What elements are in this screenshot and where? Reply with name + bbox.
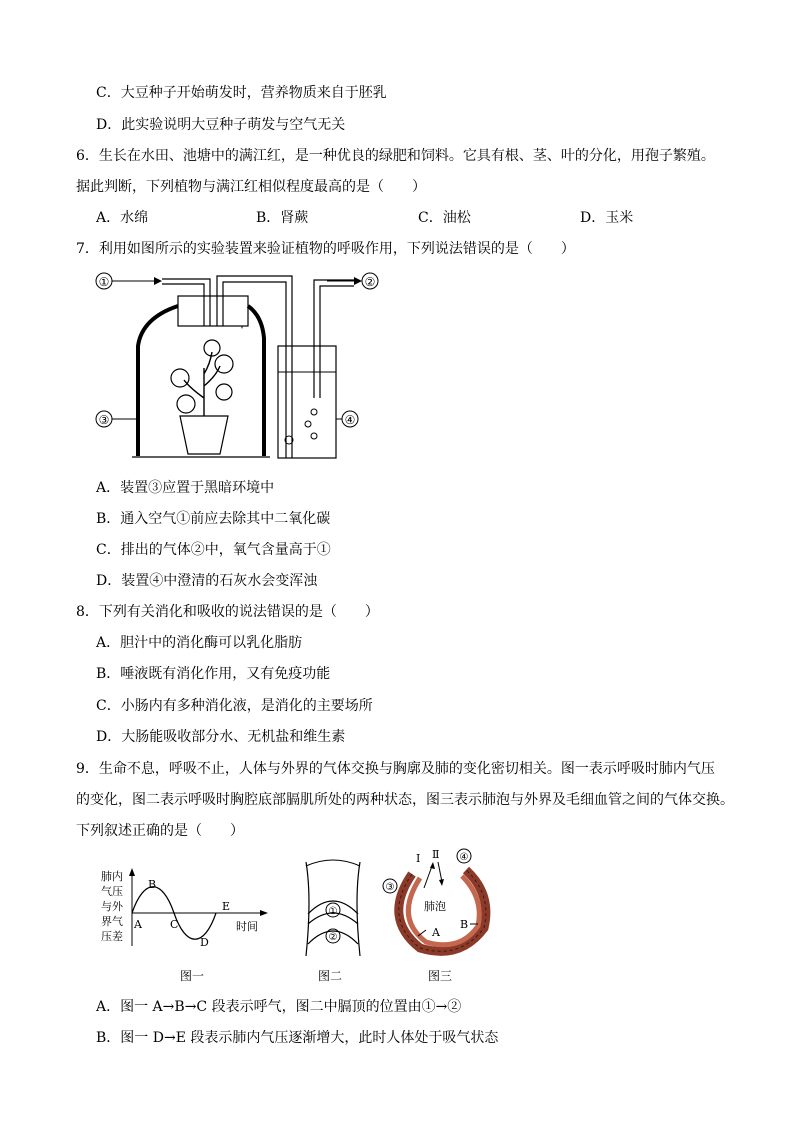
q6-stem-line1: 6．生长在水田、池塘中的满江红，是一种优良的绿肥和饲料。它具有根、茎、叶的分化，用孢子繁殖。: [76, 148, 715, 164]
svg-text:②: ②: [328, 932, 338, 943]
svg-text:B: B: [460, 918, 469, 931]
svg-text:界气: 界气: [101, 915, 123, 928]
svg-text:肺泡: 肺泡: [424, 900, 446, 913]
svg-text:④: ④: [459, 852, 469, 863]
q7-option-c: C．排出的气体②中，氧气含量高于①: [96, 542, 331, 558]
svg-text:B: B: [148, 878, 157, 891]
q5-option-d: D．此实验说明大豆种子萌发与空气无关: [96, 117, 346, 133]
q6-option-b: B．肾蕨: [256, 210, 309, 226]
fig-label-3: ③: [98, 413, 110, 427]
q7-option-d: D．装置④中澄清的石灰水会变浑浊: [96, 573, 318, 589]
fig-label-2: ②: [364, 275, 376, 289]
q9-stem-line2: 的变化，图二表示呼吸时胸腔底部膈肌所处的两种状态，图三表示肺泡与外界及毛细血管之间的气体交换。: [76, 792, 734, 808]
svg-text:E: E: [222, 900, 231, 913]
q8-option-a: A．胆汁中的消化酶可以乳化脂肪: [96, 635, 303, 651]
svg-text:③: ③: [385, 882, 395, 893]
q9-stem-line1: 9．生命不息，呼吸不止，人体与外界的气体交换与胸廓及肺的变化密切相关。图一表示呼吸时肺内气压: [76, 761, 715, 777]
svg-text:气压: 气压: [101, 885, 123, 898]
svg-text:与外: 与外: [101, 900, 123, 913]
alveolus-gas-exchange-figure: [380, 848, 500, 963]
svg-text:肺内: 肺内: [101, 870, 123, 883]
lung-pressure-graph: [98, 868, 278, 963]
q7-option-b: B．通入空气①前应去除其中二氧化碳: [96, 511, 331, 527]
svg-text:A: A: [432, 926, 440, 939]
q9-option-a: A．图一 A→B→C 段表示呼气，图二中膈顶的位置由①→②: [96, 999, 462, 1015]
diaphragm-figure: [300, 858, 366, 963]
svg-text:①: ①: [328, 906, 338, 917]
svg-text:D: D: [200, 936, 209, 949]
fig-label-4: ④: [344, 413, 356, 427]
q9-option-b: B．图一 D→E 段表示肺内气压逐渐增大，此时人体处于吸气状态: [96, 1030, 499, 1046]
fig2-caption: 图二: [318, 969, 343, 983]
fig3-caption: 图三: [428, 969, 453, 983]
q5-option-c: C．大豆种子开始萌发时，营养物质来自于胚乳: [96, 85, 387, 101]
q6-option-a: A．水绵: [96, 210, 149, 226]
fig1-caption: 图一: [180, 969, 205, 983]
q8-option-d: D．大肠能吸收部分水、无机盐和维生素: [96, 729, 346, 745]
q6-stem-line2: 据此判断，下列植物与满江红相似程度最高的是（ ）: [76, 179, 426, 195]
svg-text:Ⅰ: Ⅰ: [416, 852, 421, 865]
svg-text:时间: 时间: [236, 920, 258, 933]
q7-option-a: A．装置③应置于黑暗环境中: [96, 480, 275, 496]
q9-stem-line3: 下列叙述正确的是（ ）: [76, 823, 244, 839]
svg-text:C: C: [170, 918, 179, 931]
respiration-apparatus-figure: [92, 268, 382, 468]
svg-text:压差: 压差: [101, 930, 123, 943]
q8-option-c: C．小肠内有多种消化液，是消化的主要场所: [96, 698, 373, 714]
q8-option-b: B．唾液既有消化作用，又有免疫功能: [96, 666, 331, 682]
q6-option-d: D．玉米: [580, 210, 634, 226]
svg-text:A: A: [134, 918, 142, 931]
q7-stem: 7．利用如图所示的实验装置来验证植物的呼吸作用，下列说法错误的是（ ）: [76, 241, 575, 257]
q8-stem: 8．下列有关消化和吸收的说法错误的是（ ）: [76, 604, 379, 620]
q6-option-c: C．油松: [418, 210, 471, 226]
svg-text:Ⅱ: Ⅱ: [432, 848, 440, 861]
fig-label-1: ①: [98, 275, 110, 289]
